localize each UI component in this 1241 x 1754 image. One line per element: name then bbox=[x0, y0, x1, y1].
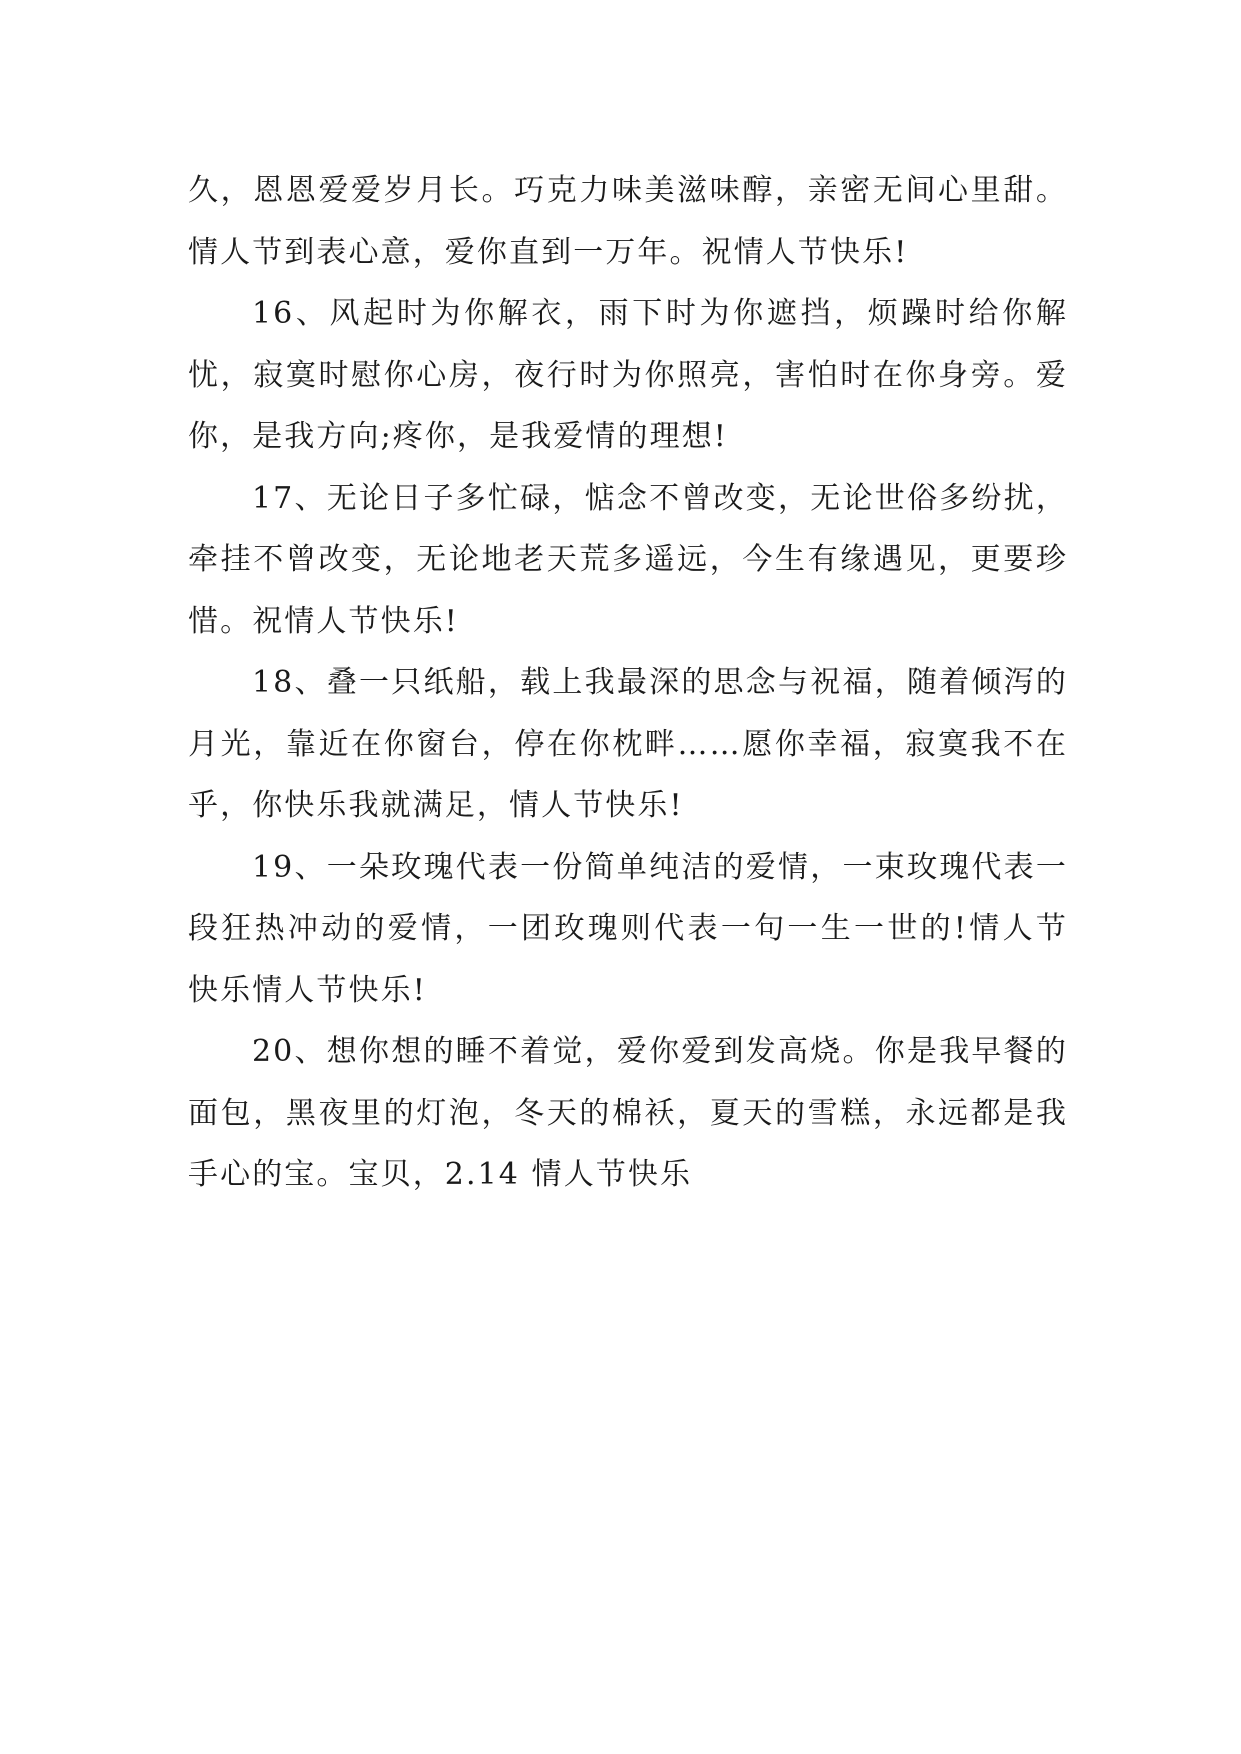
paragraph-17: 17、无论日子多忙碌，惦念不曾改变，无论世俗多纷扰，牵挂不曾改变，无论地老天荒多遥远，今生有缘遇见，更要珍惜。祝情人节快乐! bbox=[188, 480, 1068, 639]
paragraph-continuation: 久，恩恩爱爱岁月长。巧克力味美滋味醇，亲密无间心里甜。情人节到表心意，爱你直到一万年。祝情人节快乐! bbox=[188, 173, 1068, 270]
document-body bbox=[188, 160, 1068, 1206]
paragraph-16: 16、风起时为你解衣，雨下时为你遮挡，烦躁时给你解忧，寂寞时慰你心房，夜行时为你照亮，害怕时在你身旁。爱你，是我方向;疼你，是我爱情的理想! bbox=[188, 296, 1068, 454]
paragraph-18: 18、叠一只纸船，载上我最深的思念与祝福，随着倾泻的月光，靠近在你窗台，停在你枕畔……愿你幸福，寂寞我不在乎，你快乐我就满足，情人节快乐! bbox=[188, 665, 1068, 823]
paragraph-20: 20、想你想的睡不着觉，爱你爱到发高烧。你是我早餐的面包，黑夜里的灯泡，冬天的棉袄，夏天的雪糕，永远都是我手心的宝。宝贝，2.14 情人节快乐 bbox=[188, 1034, 1068, 1192]
paragraph-19: 19、一朵玫瑰代表一份简单纯洁的爱情，一束玫瑰代表一段狂热冲动的爱情，一团玫瑰则代表一句一生一世的!情人节快乐情人节快乐! bbox=[188, 849, 1068, 1008]
